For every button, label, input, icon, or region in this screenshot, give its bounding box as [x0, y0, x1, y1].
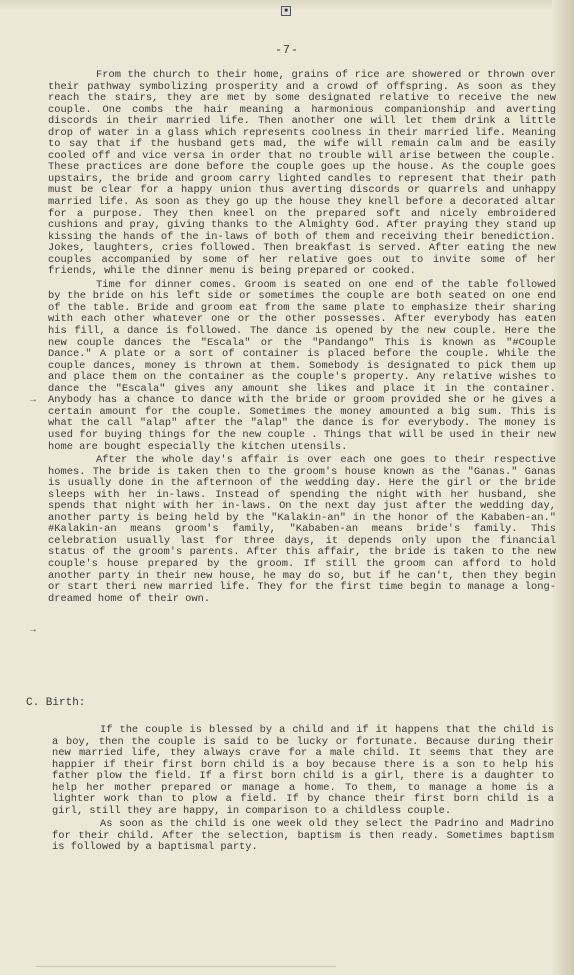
- page-number: -7-: [275, 44, 299, 57]
- paragraph-birth: If the couple is blessed by a child and if it happens that the child is a boy, then the couple is said to be lucky or fortunate. Because during their new married life, they always crave for a male child. It seems that they are happier if their first born child is a boy because there is a son to help his father plow the field. If a first born child is a girl, there is a daughter to help her mother prepared or manage a home. To them, to manage a home is a lighter work than to plow a field. If by chance their first born child is a girl, still they are happy, in comparison to a childless couple.: [52, 724, 554, 817]
- section-heading-birth: C. Birth:: [26, 697, 86, 709]
- paragraph-ganas: After the whole day's affair is over each one goes to their respective homes. The bride is taken then to the groom's house known as the "Ganas." Ganas is usually done in the afternoon of the wedding day. Here the girl or the bride sleeps with her in-laws. Instead of spending the night with her husband, she spends that night with her in-laws. On the next day just after the wedding day, another party is being held by the "Kalakin-an" in the honor of the Kababen-an." #Kalakin-an means groom's family, "Kababen-an means bride's family. This celebration usually last for three days, it depends only upon the financial status of the groom's parents. After this affair, the bride is taken to the new couple's house prepared by the groom. If still the groom can afford to hold another party in their new house, he may do so, but if he can't, then they begin or start theri new married life. They for the first time begin to manage a long-dreamed home of their own.: [48, 454, 556, 605]
- birth-section-body: [52, 725, 554, 856]
- paragraph-homecoming: From the church to their home, grains of rice are showered or thrown over their pathway symbolizing prosperity and a crowd of offspring. As soon as they reach the stairs, they are met by some designated relative to receive the new couple. One combs the hair meaning a harmonious companionship and averting discords in their married life. Then another one will let them drink a little drop of water in a glass which represents coolness in their married life. Meaning to say that if the husband gets mad, the wife will remain calm and be easily cooled off and vice versa in order that no trouble will arise between the couple. These practices are done before the couple goes up the house. As the couple goes upstairs, the bride and groom carry lighted candles to represent that their path must be clear for a happy union thus averting discords or quarrels and unhappy married life. As soon as they go up the house they knell before a decorated altar for a purpose. They then kneel on the prepared soft and nicely embroidered cushions and pray, giving thanks to the Almighty God. After praying they stand up kissing the hands of the in-laws of both of them and receiving their benediction. Jokes, laughters, cries followed. Then breakfast is served. After eating the new couples accompanied by some of her relative goes out to invite some of her friends, while the dinner menu is being prepared or cooked.: [48, 69, 556, 278]
- document-body: [48, 70, 556, 607]
- page-marker-icon: ■: [281, 6, 291, 16]
- margin-mark: →: [30, 625, 37, 636]
- page-bottom-line: [36, 966, 336, 967]
- margin-mark: →: [30, 395, 37, 406]
- paragraph-baptism: As soon as the child is one week old they select the Padrino and Madrino for their child. After the selection, baptism is then ready. Sometimes baptism is followed by a baptismal party.: [52, 818, 554, 854]
- paragraph-dinner: Time for dinner comes. Groom is seated on one end of the table followed by the bride on his left side or sometimes the couple are both seated on one end of the table. Bride and groom eat from the same plate to emphasize their sharing with each other whatever one or the other possesses. After everybody has eaten his fill, a dance is followed. The dance is opened by the new couple. Here the new couple dances the "Escala" or the "Pandango" This is known as "#Couple Dance." A plate or a sort of container is placed before the couple. While the couple dances, money is thrown at them. Somebody is designated to pick them up and place them on the container as the couple's property. Any relative wishes to dance the "Escala" gives any amount she likes and place it in the container. Anybody has a chance to dance with the bride or groom provided she or he gives a certain amount for the couple. Sometimes the money amounted a big sum. This is what the call "alap" after the "alap" the dance is for everybody. The money is used for buying things for the new couple . Things that will be used in their new home are bought especially the kitchen utensils.: [48, 278, 556, 453]
